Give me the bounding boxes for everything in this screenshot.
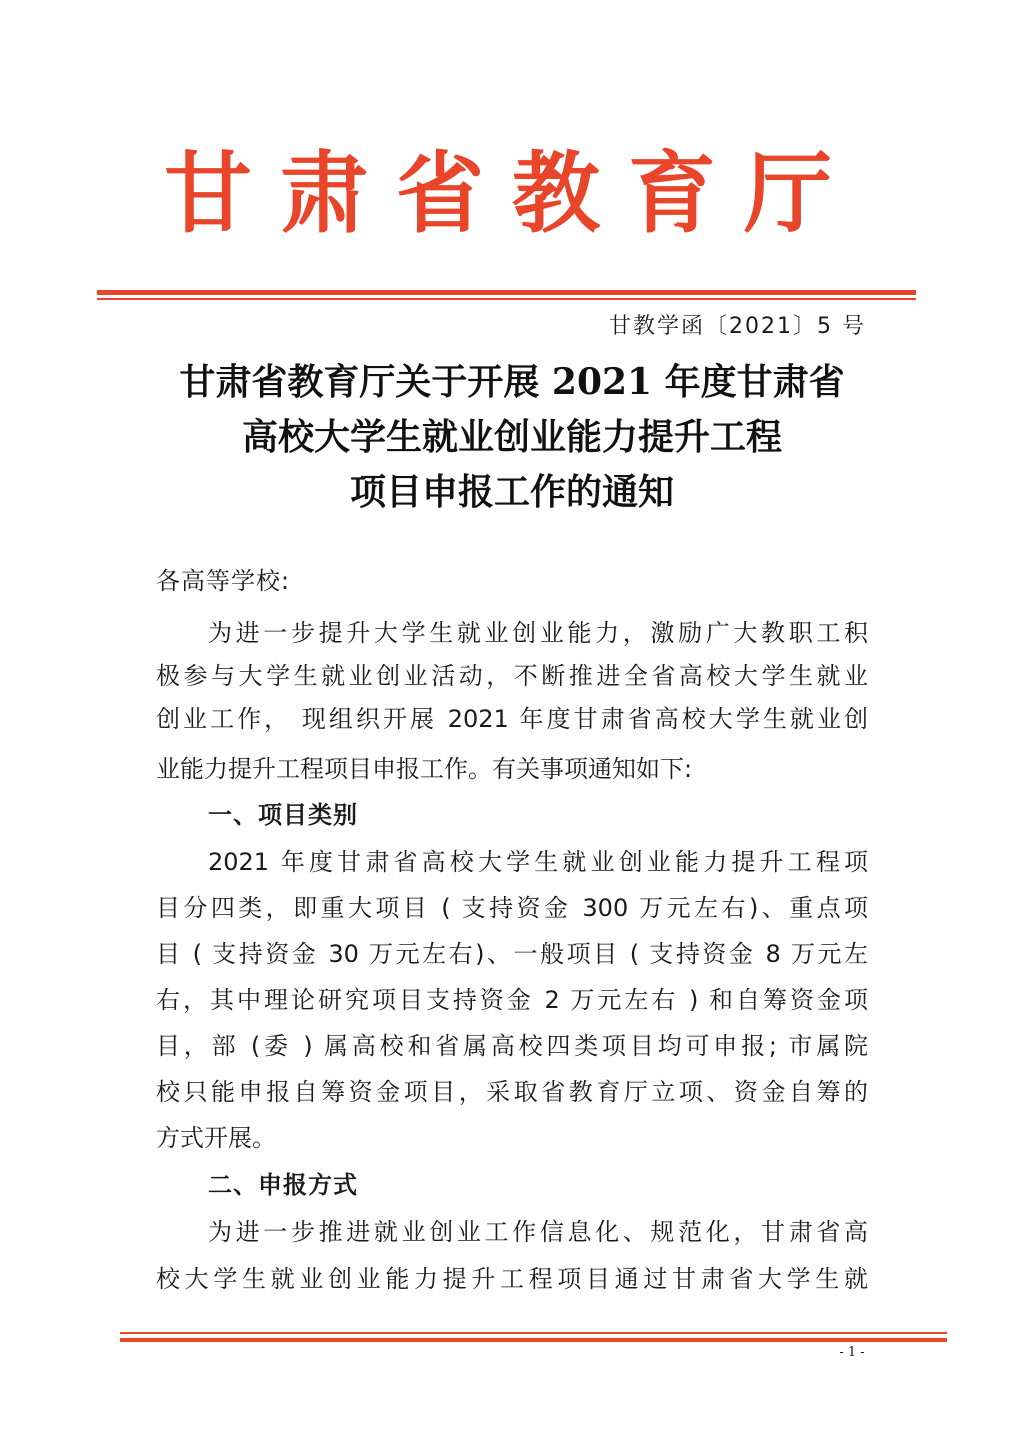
section2-line-2: 校大学生就业创业能力提升工程项目通过甘肃省大学生就 — [156, 1265, 868, 1293]
section1-line-4: 右，其中理论研究项目支持资金 2 万元左右 ) 和自筹资金项 — [156, 986, 868, 1014]
notice-title-line-3: 项目申报工作的通知 — [349, 471, 674, 513]
addressee: 各高等学校: — [156, 567, 291, 595]
intro-line-1: 为进一步提升大学生就业创业能力，激励广大教职工积 — [208, 619, 868, 647]
section1-line-1: 2021 年度甘肃省高校大学生就业创业能力提升工程项 — [208, 848, 868, 876]
document-number: 甘教学函〔2021〕5 号 — [609, 314, 866, 339]
section1-line-7: 方式开展。 — [156, 1124, 276, 1152]
masthead-title: 甘肃省教育厅 — [163, 141, 860, 245]
section2-line-1: 为进一步推进就业创业工作信息化、规范化，甘肃省高 — [208, 1218, 868, 1246]
header-rule-thick — [97, 290, 916, 295]
section1-line-2: 目分四类，即重大项目 ( 支持资金 300 万元左右)、重点项 — [156, 894, 868, 922]
section-heading-application-method: 二、申报方式 — [208, 1171, 358, 1199]
notice-title-line-1: 甘肃省教育厅关于开展 2021 年度甘肃省 — [179, 361, 845, 403]
footer-rule-thin — [120, 1332, 947, 1334]
section1-line-5: 目，部 (委 ) 属高校和省属高校四类项目均可申报; 市属院 — [156, 1032, 868, 1060]
page-number: - 1 - — [839, 1345, 865, 1360]
section1-line-3: 目 ( 支持资金 30 万元左右)、一般项目 ( 支持资金 8 万元左 — [156, 940, 868, 968]
header-rule-thin — [97, 298, 916, 300]
intro-line-2: 极参与大学生就业创业活动，不断推进全省高校大学生就业 — [156, 662, 868, 690]
intro-line-3: 创业工作， 现组织开展 2021 年度甘肃省高校大学生就业创 — [156, 705, 868, 733]
section1-line-6: 校只能申报自筹资金项目，采取省教育厅立项、资金自筹的 — [156, 1078, 868, 1106]
section-heading-project-categories: 一、项目类别 — [208, 801, 358, 829]
notice-title-line-2: 高校大学生就业创业能力提升工程 — [241, 416, 782, 458]
intro-line-4: 业能力提升工程项目申报工作。有关事项通知如下: — [156, 755, 693, 783]
footer-rule-thick — [120, 1338, 947, 1342]
